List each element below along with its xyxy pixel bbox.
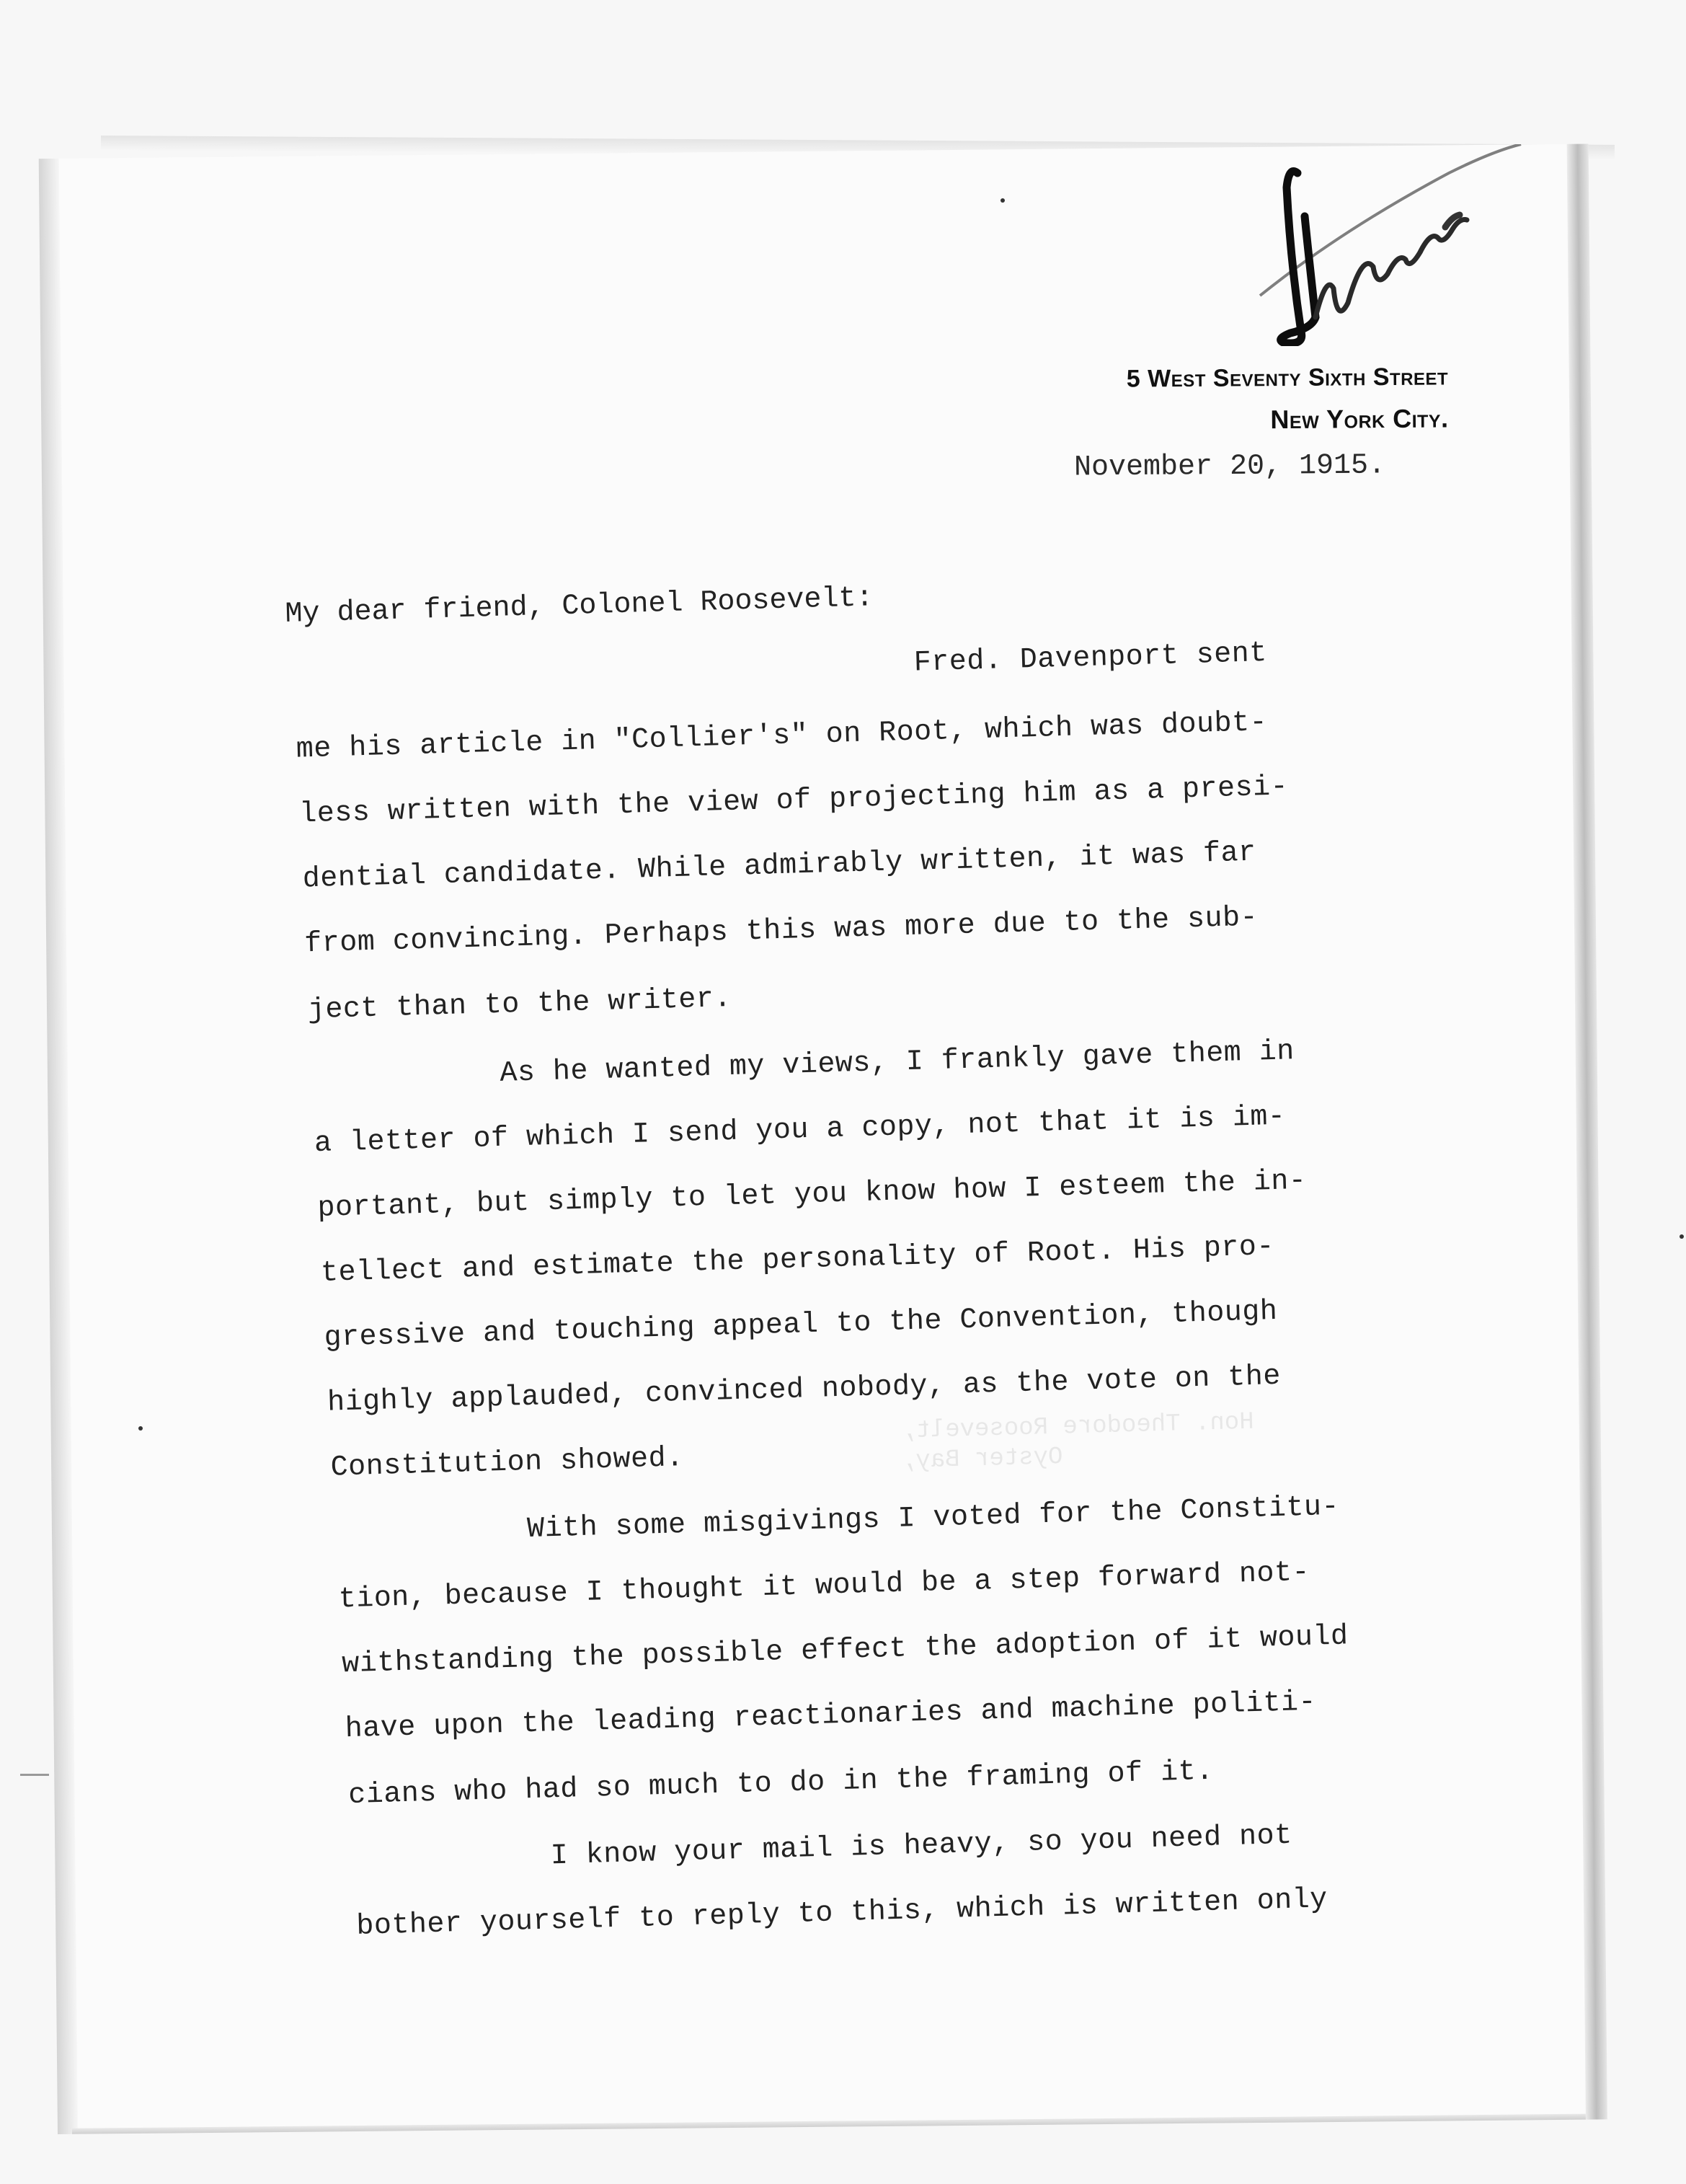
body-line: a letter of which I send you a copy, not that it is im- [314, 1100, 1286, 1161]
body-line: less written with the view of projecting him as a presi- [298, 771, 1289, 831]
body-line: tion, because I thought it would be a step forward not- [338, 1556, 1310, 1617]
body-line: I know your mail is heavy, so you need not [550, 1819, 1293, 1873]
body-line: withstanding the possible effect the adoption of it would [341, 1620, 1349, 1681]
handwritten-annotation-icon [1254, 144, 1600, 346]
letterhead-street: 5 West Seventy Sixth Street [1126, 363, 1448, 393]
salutation: My dear friend, Colonel Roosevelt: [285, 582, 874, 631]
body-line: me his article in "Collier's" on Root, which was doubt- [296, 707, 1268, 766]
body-line: As he wanted my views, I frankly gave them in [499, 1035, 1295, 1090]
ink-speck [138, 1426, 143, 1431]
ink-speck [1000, 198, 1005, 203]
ink-speck [1680, 1234, 1684, 1239]
letter-date: November 20, 1915. [1073, 449, 1386, 485]
body-line: With some misgivings I voted for the Constitu- [526, 1490, 1340, 1547]
body-line: portant, but simply to let you know how I esteem the in- [317, 1164, 1307, 1226]
body-line: ject than to the writer. [307, 982, 732, 1027]
body-line: highly applauded, convinced nobody, as the vote on the [327, 1360, 1282, 1420]
margin-mark [20, 1774, 49, 1776]
show-through-text: Hon. Theodore Roosevelt, [900, 1408, 1255, 1446]
body-line: Constitution showed. [330, 1442, 685, 1485]
show-through-text: Oyster Bay, [900, 1444, 1063, 1475]
body-line: cians who had so much to do in the framing of it. [347, 1755, 1215, 1813]
letterhead-city: New York City. [1269, 403, 1449, 435]
body-line: dential candidate. While admirably written, it was far [302, 836, 1257, 896]
body-line: gressive and touching appeal to the Convention, though [324, 1295, 1279, 1355]
body-line: have upon the leading reactionaries and machine politi- [345, 1686, 1317, 1746]
body-line: bother yourself to reply to this, which is written only [355, 1883, 1328, 1943]
body-line: from convincing. Perhaps this was more due to the sub- [303, 901, 1259, 961]
body-line: tellect and estimate the personality of Root. His pro- [320, 1231, 1275, 1290]
body-line: Fred. Davenport sent [913, 637, 1268, 680]
letterhead [1126, 359, 1448, 442]
